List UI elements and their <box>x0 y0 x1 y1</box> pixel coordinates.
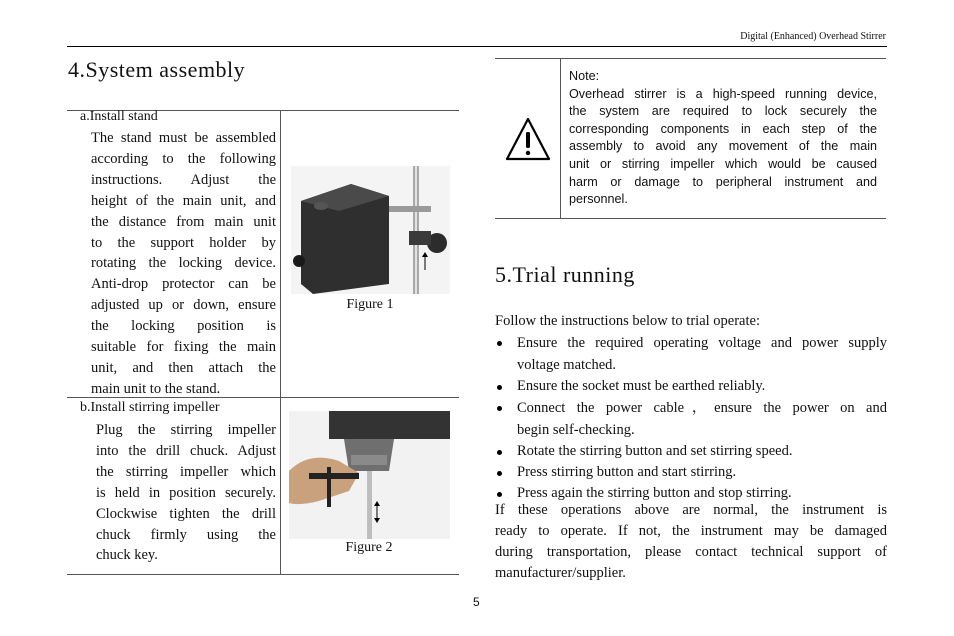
text-line: personnel. <box>569 192 628 207</box>
step-b-text <box>96 420 276 566</box>
trial-step-item <box>495 397 887 441</box>
bullet-icon <box>497 341 502 346</box>
table-column-divider <box>280 110 281 574</box>
text-line: Anti-drop protector can be <box>91 276 276 293</box>
text-line: chuck firmly using the <box>96 526 276 543</box>
figure-1-photo <box>291 166 450 294</box>
step-b-heading: b.Install stirring impeller <box>80 400 220 415</box>
text-line: height of the main unit, and <box>91 192 276 209</box>
text-line: Overhead stirrer is a high-speed running device, <box>569 86 877 101</box>
text-line: the system are required to lock securely the <box>569 104 877 119</box>
bullet-icon <box>497 406 502 411</box>
bullet-icon <box>497 471 502 476</box>
text-line: the locking position is <box>91 318 276 335</box>
step-a-text <box>91 128 276 400</box>
bullet-icon <box>497 385 502 390</box>
text-line: unit or stirring impeller which would be caused <box>569 156 877 171</box>
text-line: the distance from main unit <box>91 213 276 230</box>
trial-step-text: Rotate the stirring button and set stirring speed. <box>517 443 793 459</box>
text-line: If these operations above are normal, the instrument is <box>495 502 887 518</box>
page-number: 5 <box>473 595 480 609</box>
text-line: rotating the locking device. <box>91 255 276 272</box>
trial-step-text: Ensure the required operating voltage and power supply <box>517 335 887 351</box>
text-line: main unit to the stand. <box>91 380 221 397</box>
text-line: suitable for fixing the main <box>91 339 276 356</box>
text-line: corresponding components in each step of the <box>569 121 877 136</box>
trial-steps-list <box>495 332 887 504</box>
text-line: is held in position securely. <box>96 484 276 501</box>
bullet-icon <box>497 450 502 455</box>
text-line: to the support holder by <box>91 234 276 251</box>
trial-step-text: Press again the stirring button and stop stirring. <box>517 485 792 501</box>
note-top-rule <box>495 58 886 59</box>
figure-1-caption: Figure 1 <box>346 297 394 312</box>
text-line: unit, and then attach the <box>91 359 276 376</box>
header-rule <box>67 46 887 47</box>
step-a-heading: a.Install stand <box>80 109 158 124</box>
section-5-title: 5.Trial running <box>495 262 635 287</box>
figure-2-caption: Figure 2 <box>345 540 393 555</box>
text-line: Note: <box>569 69 600 83</box>
trial-intro: Follow the instructions below to trial operate: <box>495 313 760 329</box>
running-header: Digital (Enhanced) Overhead Stirrer <box>740 31 886 42</box>
text-line: during transportation, please contact technical support of <box>495 543 887 560</box>
text-line: adjusted up or down, ensure <box>91 297 276 314</box>
trial-step-text: Connect the power cable，ensure the power on and <box>517 400 887 416</box>
text-line: ready to operate. If not, the instrument may be damaged <box>495 522 887 539</box>
table-bottom-rule <box>67 574 459 575</box>
trial-step-text: Ensure the socket must be earthed reliably. <box>517 378 766 394</box>
note-bottom-rule <box>495 218 886 219</box>
trial-step-item <box>495 376 887 397</box>
text-line: according to the following <box>91 150 276 167</box>
text-line: manufacturer/supplier. <box>495 564 626 581</box>
trial-step-text: begin self-checking. <box>517 422 635 438</box>
note-divider <box>560 58 561 218</box>
text-line: the stirring impeller which <box>96 463 276 480</box>
trial-step-item <box>495 462 887 483</box>
bullet-icon <box>497 492 502 497</box>
trial-step-text: Press stirring button and start stirring. <box>517 464 737 480</box>
figure-2-photo <box>289 411 450 539</box>
trial-outro-paragraph <box>495 500 887 584</box>
section-4-title: 4.System assembly <box>68 57 246 82</box>
warning-triangle-icon <box>505 116 551 162</box>
trial-step-text: voltage matched. <box>517 357 617 373</box>
text-line: instructions. Adjust the <box>91 171 276 188</box>
text-line: The stand must be assembled <box>91 130 276 146</box>
trial-step-item <box>495 441 887 462</box>
text-line: assembly to avoid any movement of the main <box>569 139 877 154</box>
text-line: into the drill chuck. Adjust <box>96 442 276 459</box>
text-line: Clockwise tighten the drill <box>96 505 276 522</box>
trial-step-item <box>495 332 887 376</box>
note-text <box>569 68 877 209</box>
text-line: chuck key. <box>96 547 158 564</box>
text-line: harm or damage to peripheral instrument and <box>569 174 877 189</box>
text-line: Plug the stirring impeller <box>96 422 276 438</box>
